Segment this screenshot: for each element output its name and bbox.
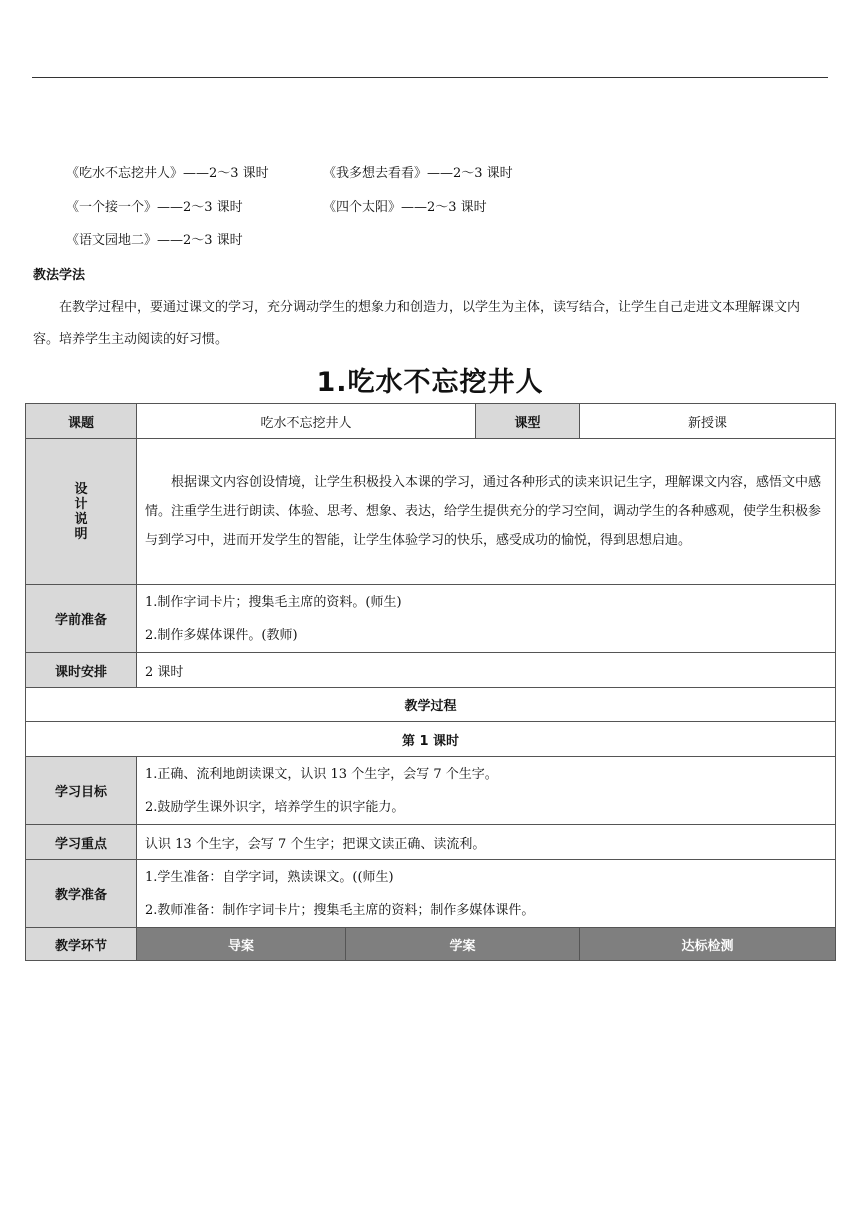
topic-value: 吃水不忘挖井人 [137,404,476,439]
check-column-header: 达标检测 [580,928,836,961]
teach-prep-item: 1.学生准备：自学字词，熟读课文。((师生) [145,869,394,885]
goals-label: 学习目标 [26,757,137,825]
schedule-item: 《四个太阳》——2～3 课时 [323,199,487,215]
table-row [26,585,836,653]
table-row [26,722,836,757]
period-heading: 第 1 课时 [26,722,836,757]
prep-item: 2.制作多媒体课件。(教师) [145,627,298,643]
guide-column-header: 导案 [137,928,346,961]
goal-item: 1.正确、流利地朗读课文，认识 13 个生字，会写 7 个生字。 [145,766,498,782]
prep-label: 学前准备 [26,585,137,653]
design-label: 设计说明 [74,481,88,542]
table-row [26,928,836,961]
table-row [26,653,836,688]
table-row [26,404,836,439]
prep-item: 1.制作字词卡片；搜集毛主席的资料。(师生) [145,594,402,610]
prep-cell [137,585,836,653]
design-text-cell [137,439,836,585]
goal-item: 2.鼓励学生课外识字，培养学生的识字能力。 [145,799,405,815]
topic-label: 课题 [26,404,137,439]
steps-label: 教学环节 [26,928,137,961]
focus-label: 学习重点 [26,825,137,860]
focus-value: 认识 13 个生字，会写 7 个生字；把课文读正确、读流利。 [137,825,836,860]
type-label: 课型 [476,404,580,439]
teach-prep-cell [137,860,836,928]
process-heading: 教学过程 [26,688,836,722]
goals-cell [137,757,836,825]
table-row [26,825,836,860]
design-label-cell [26,439,137,585]
teach-prep-item: 2.教师准备：制作字词卡片；搜集毛主席的资料；制作多媒体课件。 [145,902,535,918]
table-row [26,757,836,825]
schedule-item: 《一个接一个》——2～3 课时 [66,199,243,215]
schedule-item: 《吃水不忘挖井人》——2～3 课时 [66,166,269,181]
table-row [26,688,836,722]
type-value: 新授课 [580,404,836,439]
study-column-header: 学案 [346,928,580,961]
design-text: 根据课文内容创设情境，让学生积极投入本课的学习，通过各种形式的读来识记生字，理解课文内容，感悟文中感情。注重学生进行朗读、体验、思考、想象、表达，给学生提供充分的学习空间，调动学生的各种感观，使学生积极参与到学习中，进而开发学生的智能，让学生体验学习的快乐，感受成功的愉悦，得到思想启迪。 [145,475,822,548]
schedule-item: 《语文园地二》——2～3 课时 [66,233,243,248]
schedule-item: 《我多想去看看》——2～3 课时 [323,166,513,181]
teach-prep-label: 教学准备 [26,860,137,928]
table-row [26,860,836,928]
lesson-plan-table [25,403,836,961]
lesson-title: 1.吃水不忘挖井人 [316,367,544,398]
header-rule [32,77,828,78]
hours-label: 课时安排 [26,653,137,688]
method-paragraph: 在教学过程中，要通过课文的学习，充分调动学生的想象力和创造力，以学生为主体，读写结合，让学生自己走进文本理解课文内容。培养学生主动阅读的好习惯。 [33,300,801,347]
table-row [26,439,836,585]
hours-value: 2 课时 [137,653,836,688]
method-heading: 教法学法 [33,268,86,283]
